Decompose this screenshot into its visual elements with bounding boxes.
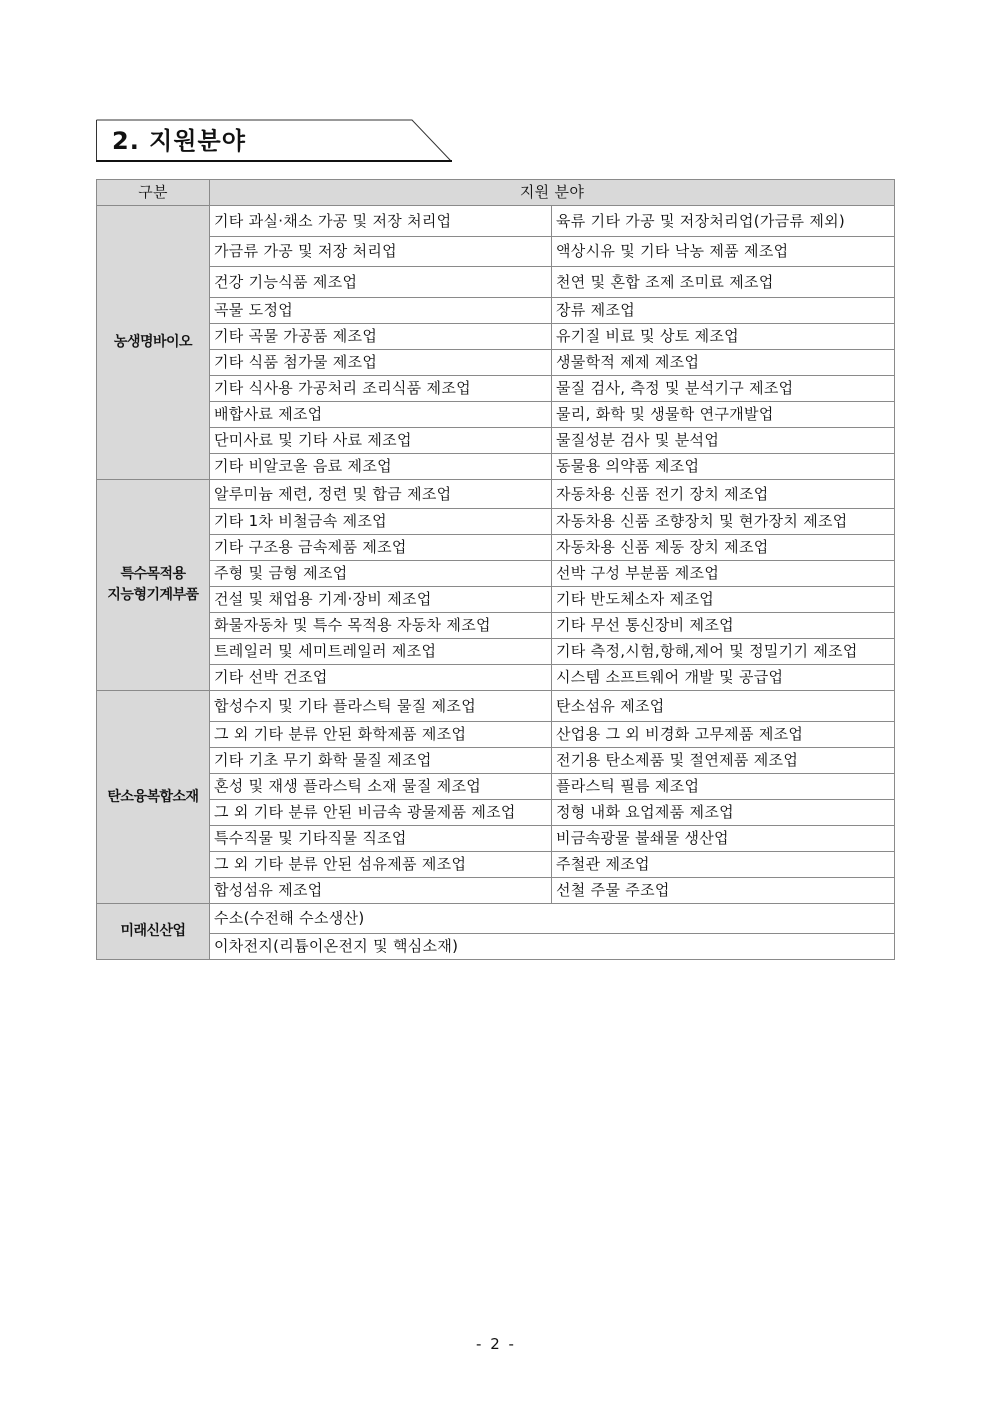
field-cell: 전기용 탄소제품 및 절연제품 제조업 [552, 748, 895, 774]
field-cell: 곡물 도정업 [210, 298, 552, 324]
field-cell: 기타 무선 통신장비 제조업 [552, 613, 895, 639]
field-cell: 산업용 그 외 비경화 고무제품 제조업 [552, 722, 895, 748]
field-cell: 혼성 및 재생 플라스틱 소재 물질 제조업 [210, 774, 552, 800]
table-row [97, 904, 895, 934]
field-cell: 기타 측정,시험,항해,제어 및 정밀기기 제조업 [552, 639, 895, 665]
category-cell [97, 691, 210, 904]
field-cell: 물리, 화학 및 생물학 연구개발업 [552, 402, 895, 428]
category-cell [97, 480, 210, 691]
table-row [97, 748, 895, 774]
field-cell: 생물학적 제제 제조업 [552, 350, 895, 376]
table-row [97, 267, 895, 298]
table-row [97, 722, 895, 748]
table-row [97, 639, 895, 665]
category-label: 지능형기계부품 [107, 587, 199, 603]
field-cell: 육류 기타 가공 및 저장처리업(가금류 제외) [552, 206, 895, 237]
table-row [97, 535, 895, 561]
field-cell: 기타 과실·채소 가공 및 저장 처리업 [210, 206, 552, 237]
field-cell: 이차전지(리튬이온전지 및 핵심소재) [210, 934, 895, 960]
field-cell: 기타 기초 무기 화학 물질 제조업 [210, 748, 552, 774]
table-row [97, 800, 895, 826]
field-cell: 선철 주물 주조업 [552, 878, 895, 904]
table-row [97, 774, 895, 800]
table-row [97, 934, 895, 960]
field-cell: 주철관 제조업 [552, 852, 895, 878]
category-cell [97, 904, 210, 960]
table-row [97, 826, 895, 852]
table-row [97, 428, 895, 454]
field-cell: 기타 1차 비철금속 제조업 [210, 509, 552, 535]
section-title: 2. 지원분야 [112, 127, 246, 155]
field-cell: 유기질 비료 및 상토 제조업 [552, 324, 895, 350]
field-cell: 정형 내화 요업제품 제조업 [552, 800, 895, 826]
table-row [97, 324, 895, 350]
field-cell: 그 외 기타 분류 안된 비금속 광물제품 제조업 [210, 800, 552, 826]
field-cell: 알루미늄 제련, 정련 및 합금 제조업 [210, 480, 552, 509]
table-row [97, 561, 895, 587]
table-row [97, 298, 895, 324]
table-header-row [97, 180, 895, 206]
table-row [97, 350, 895, 376]
field-cell: 천연 및 혼합 조제 조미료 제조업 [552, 267, 895, 298]
field-cell: 탄소섬유 제조업 [552, 691, 895, 722]
table-row [97, 376, 895, 402]
field-cell: 건강 기능식품 제조업 [210, 267, 552, 298]
header-category: 구분 [97, 180, 210, 206]
field-cell: 화물자동차 및 특수 목적용 자동차 제조업 [210, 613, 552, 639]
table-row [97, 402, 895, 428]
field-cell: 그 외 기타 분류 안된 화학제품 제조업 [210, 722, 552, 748]
field-cell: 기타 반도체소자 제조업 [552, 587, 895, 613]
table-row [97, 480, 895, 509]
field-cell: 단미사료 및 기타 사료 제조업 [210, 428, 552, 454]
field-cell: 기타 구조용 금속제품 제조업 [210, 535, 552, 561]
category-label: 탄소융복합소재 [107, 788, 199, 805]
field-cell: 건설 및 채업용 기계·장비 제조업 [210, 587, 552, 613]
field-cell: 기타 곡물 가공품 제조업 [210, 324, 552, 350]
field-cell: 특수직물 및 기타직물 직조업 [210, 826, 552, 852]
table-row [97, 237, 895, 267]
field-cell: 비금속광물 불쇄물 생산업 [552, 826, 895, 852]
page-number: - 2 - [476, 1335, 516, 1353]
field-cell: 주형 및 금형 제조업 [210, 561, 552, 587]
section-heading [96, 119, 452, 163]
field-cell: 그 외 기타 분류 안된 섬유제품 제조업 [210, 852, 552, 878]
table-row [97, 587, 895, 613]
field-cell: 가금류 가공 및 저장 처리업 [210, 237, 552, 267]
field-cell: 선박 구성 부분품 제조업 [552, 561, 895, 587]
category-label: 미래신산업 [120, 923, 186, 939]
field-cell: 동물용 의약품 제조업 [552, 454, 895, 480]
support-fields-table [96, 179, 895, 960]
field-cell: 배합사료 제조업 [210, 402, 552, 428]
category-cell [97, 206, 210, 480]
table-row [97, 509, 895, 535]
field-cell: 액상시유 및 기타 낙농 제품 제조업 [552, 237, 895, 267]
field-cell: 시스템 소프트웨어 개발 및 공급업 [552, 665, 895, 691]
field-cell: 기타 비알코올 음료 제조업 [210, 454, 552, 480]
field-cell: 합성수지 및 기타 플라스틱 물질 제조업 [210, 691, 552, 722]
field-cell: 트레일러 및 세미트레일러 제조업 [210, 639, 552, 665]
field-cell: 플라스틱 필름 제조업 [552, 774, 895, 800]
table-row [97, 454, 895, 480]
table-row [97, 613, 895, 639]
field-cell: 물질 검사, 측정 및 분석기구 제조업 [552, 376, 895, 402]
field-cell: 수소(수전해 수소생산) [210, 904, 895, 934]
field-cell: 합성섬유 제조업 [210, 878, 552, 904]
field-cell: 자동차용 신품 조향장치 및 현가장치 제조업 [552, 509, 895, 535]
table-row [97, 665, 895, 691]
category-label: 특수목적용 [120, 566, 186, 582]
table-row [97, 878, 895, 904]
table-row [97, 206, 895, 237]
table-body [97, 206, 895, 960]
table-row [97, 852, 895, 878]
field-cell: 기타 식품 첨가물 제조업 [210, 350, 552, 376]
field-cell: 자동차용 신품 전기 장치 제조업 [552, 480, 895, 509]
table-row [97, 691, 895, 722]
category-label: 농생명바이오 [113, 334, 193, 350]
header-fields: 지원 분야 [210, 180, 895, 206]
field-cell: 물질성분 검사 및 분석업 [552, 428, 895, 454]
field-cell: 장류 제조업 [552, 298, 895, 324]
field-cell: 기타 식사용 가공처리 조리식품 제조업 [210, 376, 552, 402]
field-cell: 자동차용 신품 제동 장치 제조업 [552, 535, 895, 561]
field-cell: 기타 선박 건조업 [210, 665, 552, 691]
